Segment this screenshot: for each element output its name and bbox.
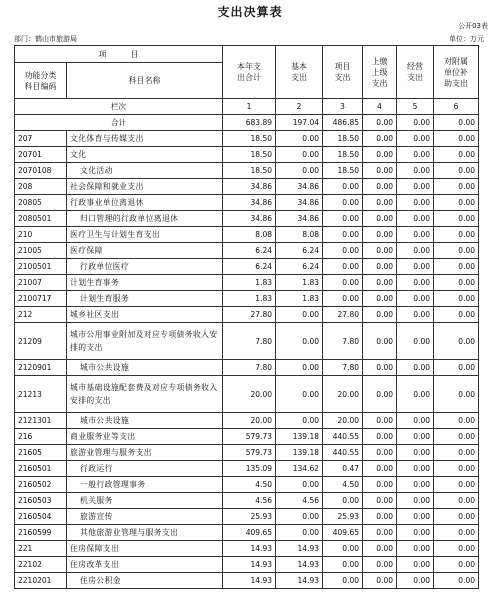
total-expenditure-cell: 34.86 — [223, 211, 276, 227]
subject-code-cell: 21605 — [15, 445, 67, 461]
table-row — [15, 461, 479, 477]
subject-code-cell: 20805 — [15, 195, 67, 211]
total-expenditure-cell: 34.86 — [223, 195, 276, 211]
project-expenditure-cell: 0.00 — [323, 275, 363, 291]
basic-expenditure-cell: 34.86 — [276, 211, 323, 227]
remit-to-superior-cell: 0.00 — [363, 147, 397, 163]
remit-to-superior-cell: 0.00 — [363, 509, 397, 525]
project-expenditure-cell: 0.00 — [323, 227, 363, 243]
operating-expenditure-cell: 0.00 — [397, 323, 434, 360]
remit-to-superior-cell: 0.00 — [363, 163, 397, 179]
total-expenditure-cell: 14.93 — [223, 541, 276, 557]
total-expenditure-cell: 1.83 — [223, 291, 276, 307]
document-title: 支出决算表 — [217, 5, 283, 19]
subject-code-cell: 210 — [15, 227, 67, 243]
basic-expenditure-cell: 1.83 — [276, 291, 323, 307]
project-expenditure-cell: 7.80 — [323, 323, 363, 360]
subject-name-cell: 文化活动 — [67, 163, 223, 179]
basic-expenditure-cell: 6.24 — [276, 243, 323, 259]
total-expenditure-cell: 7.80 — [223, 360, 276, 376]
table-row — [15, 573, 479, 589]
project-expenditure-cell: 409.65 — [323, 525, 363, 541]
operating-expenditure-cell: 0.00 — [397, 477, 434, 493]
subject-name-cell: 住房公积金 — [67, 573, 223, 589]
subject-name-cell: 归口管理的行政单位离退休 — [67, 211, 223, 227]
project-expenditure-cell: 0.47 — [323, 461, 363, 477]
subject-name-cell: 城市基础设施配套费及对应专项债务收入安排的支出 — [67, 376, 223, 413]
basic-expenditure-cell: 0.00 — [276, 525, 323, 541]
basic-expenditure-cell: 0.00 — [276, 323, 323, 360]
subject-code-cell: 21005 — [15, 243, 67, 259]
table-row — [15, 275, 479, 291]
subject-name-cell: 一般行政管理事务 — [67, 477, 223, 493]
subject-code-cell: 2121301 — [15, 413, 67, 429]
subject-name-cell: 旅游宣传 — [67, 509, 223, 525]
header-subject-code: 功能分类 科目编码 — [15, 63, 67, 99]
total-expenditure-cell: 409.65 — [223, 525, 276, 541]
subject-code-cell: 216 — [15, 429, 67, 445]
remit-to-superior-cell: 0.00 — [363, 376, 397, 413]
column-index-3: 3 — [323, 99, 363, 115]
table-row — [15, 376, 479, 413]
operating-expenditure-cell: 0.00 — [397, 307, 434, 323]
operating-expenditure-cell: 0.00 — [397, 573, 434, 589]
basic-expenditure-cell: 0.00 — [276, 131, 323, 147]
table-row — [15, 413, 479, 429]
subject-code-cell: 21209 — [15, 323, 67, 360]
subsidy-to-affiliates-cell: 0.00 — [434, 323, 479, 360]
subject-name-cell: 旅游业管理与服务支出 — [67, 445, 223, 461]
header-subsidy-to-affiliates: 对附属 单位补 助支出 — [434, 46, 479, 99]
subject-name-cell: 社会保障和就业支出 — [67, 179, 223, 195]
subject-code-cell: 212 — [15, 307, 67, 323]
subject-name-cell: 其他旅游业管理与服务支出 — [67, 525, 223, 541]
subsidy-to-affiliates-cell: 0.00 — [434, 509, 479, 525]
project-expenditure-cell: 4.50 — [323, 477, 363, 493]
total-expenditure-cell: 34.86 — [223, 179, 276, 195]
remit-to-superior-cell: 0.00 — [363, 323, 397, 360]
remit-to-superior-cell: 0.00 — [363, 525, 397, 541]
basic-expenditure-cell: 4.56 — [276, 493, 323, 509]
basic-expenditure-cell: 6.24 — [276, 259, 323, 275]
subject-code-cell: 2070108 — [15, 163, 67, 179]
operating-expenditure-cell: 0.00 — [397, 179, 434, 195]
subject-name-cell: 城市公共设施 — [67, 360, 223, 376]
total-expenditure-cell: 27.80 — [223, 307, 276, 323]
subject-name-cell: 商业服务业等支出 — [67, 429, 223, 445]
project-expenditure-cell: 0.00 — [323, 291, 363, 307]
subject-name-cell: 住房改革支出 — [67, 557, 223, 573]
total-expenditure-cell: 18.50 — [223, 131, 276, 147]
basic-expenditure-cell: 34.86 — [276, 179, 323, 195]
operating-expenditure-cell: 0.00 — [397, 360, 434, 376]
table-row — [15, 147, 479, 163]
subject-name-cell: 医疗保障 — [67, 243, 223, 259]
remit-to-superior-cell: 0.00 — [363, 541, 397, 557]
subsidy-to-affiliates-cell: 0.00 — [434, 179, 479, 195]
basic-expenditure-cell: 34.86 — [276, 195, 323, 211]
table-row — [15, 179, 479, 195]
operating-expenditure-cell: 0.00 — [397, 493, 434, 509]
total-expenditure-cell: 20.00 — [223, 376, 276, 413]
basic-expenditure-cell: 139.18 — [276, 445, 323, 461]
department-label: 部门：鹤山市旅游局 — [14, 35, 77, 43]
subsidy-to-affiliates-cell: 0.00 — [434, 461, 479, 477]
column-index-label: 栏次 — [15, 99, 223, 115]
operating-expenditure-cell: 0.00 — [397, 259, 434, 275]
subsidy-to-affiliates-cell: 0.00 — [434, 307, 479, 323]
subject-name-cell: 机关服务 — [67, 493, 223, 509]
subject-code-cell: 21007 — [15, 275, 67, 291]
total-expenditure-cell: 1.83 — [223, 275, 276, 291]
operating-expenditure-cell: 0.00 — [397, 291, 434, 307]
subject-name-cell: 住房保障支出 — [67, 541, 223, 557]
subject-name-cell: 城市公用事业附加及对应专项债务收入安排的支出 — [67, 323, 223, 360]
subsidy-to-affiliates-cell: 0.00 — [434, 259, 479, 275]
subsidy-to-affiliates-cell: 0.00 — [434, 477, 479, 493]
project-expenditure-cell: 0.00 — [323, 211, 363, 227]
project-expenditure-cell: 18.50 — [323, 163, 363, 179]
column-index-2: 2 — [276, 99, 323, 115]
table-row — [15, 243, 479, 259]
remit-to-superior-cell: 0.00 — [363, 275, 397, 291]
basic-expenditure-cell: 0.00 — [276, 477, 323, 493]
subject-name-cell: 城乡社区支出 — [67, 307, 223, 323]
basic-expenditure-cell: 197.04 — [276, 115, 323, 131]
subsidy-to-affiliates-cell: 0.00 — [434, 557, 479, 573]
subsidy-to-affiliates-cell: 0.00 — [434, 573, 479, 589]
subsidy-to-affiliates-cell: 0.00 — [434, 493, 479, 509]
basic-expenditure-cell: 1.83 — [276, 275, 323, 291]
subsidy-to-affiliates-cell: 0.00 — [434, 227, 479, 243]
remit-to-superior-cell: 0.00 — [363, 493, 397, 509]
subject-code-cell: 2100717 — [15, 291, 67, 307]
operating-expenditure-cell: 0.00 — [397, 376, 434, 413]
basic-expenditure-cell: 139.18 — [276, 429, 323, 445]
project-expenditure-cell: 25.93 — [323, 509, 363, 525]
total-expenditure-cell: 14.93 — [223, 573, 276, 589]
remit-to-superior-cell: 0.00 — [363, 259, 397, 275]
subsidy-to-affiliates-cell: 0.00 — [434, 413, 479, 429]
subsidy-to-affiliates-cell: 0.00 — [434, 147, 479, 163]
subject-code-cell: 2080501 — [15, 211, 67, 227]
table-row — [15, 541, 479, 557]
remit-to-superior-cell: 0.00 — [363, 477, 397, 493]
subsidy-to-affiliates-cell: 0.00 — [434, 243, 479, 259]
subsidy-to-affiliates-cell: 0.00 — [434, 115, 479, 131]
total-expenditure-cell: 18.50 — [223, 163, 276, 179]
operating-expenditure-cell: 0.00 — [397, 115, 434, 131]
total-expenditure-cell: 7.80 — [223, 323, 276, 360]
table-row — [15, 307, 479, 323]
project-expenditure-cell: 440.55 — [323, 445, 363, 461]
remit-to-superior-cell: 0.00 — [363, 461, 397, 477]
subsidy-to-affiliates-cell: 0.00 — [434, 429, 479, 445]
subsidy-to-affiliates-cell: 0.00 — [434, 163, 479, 179]
subject-code-cell: 2210201 — [15, 573, 67, 589]
subject-name-cell: 行政单位医疗 — [67, 259, 223, 275]
operating-expenditure-cell: 0.00 — [397, 147, 434, 163]
total-expenditure-cell: 25.93 — [223, 509, 276, 525]
subject-name-cell: 医疗卫生与计划生育支出 — [67, 227, 223, 243]
expenditure-table — [14, 45, 479, 589]
subsidy-to-affiliates-cell: 0.00 — [434, 376, 479, 413]
subject-code-cell: 21213 — [15, 376, 67, 413]
table-row — [15, 227, 479, 243]
subsidy-to-affiliates-cell: 0.00 — [434, 360, 479, 376]
subject-name-cell: 计划生育服务 — [67, 291, 223, 307]
operating-expenditure-cell: 0.00 — [397, 557, 434, 573]
table-row — [15, 259, 479, 275]
header-basic-expenditure: 基本 支出 — [276, 46, 323, 99]
subsidy-to-affiliates-cell: 0.00 — [434, 525, 479, 541]
table-header — [15, 46, 479, 99]
basic-expenditure-cell: 0.00 — [276, 307, 323, 323]
operating-expenditure-cell: 0.00 — [397, 461, 434, 477]
total-expenditure-cell: 14.93 — [223, 557, 276, 573]
project-expenditure-cell: 0.00 — [323, 179, 363, 195]
total-expenditure-cell: 579.73 — [223, 429, 276, 445]
remit-to-superior-cell: 0.00 — [363, 115, 397, 131]
subject-code-cell: 207 — [15, 131, 67, 147]
operating-expenditure-cell: 0.00 — [397, 275, 434, 291]
basic-expenditure-cell: 134.62 — [276, 461, 323, 477]
table-row — [15, 195, 479, 211]
total-expenditure-cell: 8.08 — [223, 227, 276, 243]
subject-name-cell: 文化 — [67, 147, 223, 163]
project-expenditure-cell: 0.00 — [323, 493, 363, 509]
table-row — [15, 163, 479, 179]
header-operating-expenditure: 经营 支出 — [397, 46, 434, 99]
subject-name-cell: 行政运行 — [67, 461, 223, 477]
subsidy-to-affiliates-cell: 0.00 — [434, 291, 479, 307]
subject-name-cell: 城市公共设施 — [67, 413, 223, 429]
remit-to-superior-cell: 0.00 — [363, 243, 397, 259]
basic-expenditure-cell: 0.00 — [276, 509, 323, 525]
form-number: 公开03表 — [458, 22, 488, 30]
subject-code-cell: 22102 — [15, 557, 67, 573]
basic-expenditure-cell: 14.93 — [276, 573, 323, 589]
basic-expenditure-cell: 14.93 — [276, 557, 323, 573]
table-row — [15, 291, 479, 307]
table-row — [15, 211, 479, 227]
operating-expenditure-cell: 0.00 — [397, 429, 434, 445]
project-expenditure-cell: 486.85 — [323, 115, 363, 131]
total-expenditure-cell: 20.00 — [223, 413, 276, 429]
operating-expenditure-cell: 0.00 — [397, 243, 434, 259]
total-expenditure-cell: 579.73 — [223, 445, 276, 461]
subject-code-cell: 2160502 — [15, 477, 67, 493]
operating-expenditure-cell: 0.00 — [397, 195, 434, 211]
subject-name-cell: 计划生育事务 — [67, 275, 223, 291]
subject-code-cell: 20701 — [15, 147, 67, 163]
project-expenditure-cell: 7.80 — [323, 360, 363, 376]
total-expenditure-cell: 683.89 — [223, 115, 276, 131]
operating-expenditure-cell: 0.00 — [397, 509, 434, 525]
table-row — [15, 429, 479, 445]
table-body — [15, 99, 479, 589]
subject-name-cell: 文化体育与传媒支出 — [67, 131, 223, 147]
total-expenditure-cell: 135.09 — [223, 461, 276, 477]
project-expenditure-cell: 18.50 — [323, 147, 363, 163]
column-index-row — [15, 99, 479, 115]
subject-code-cell: 221 — [15, 541, 67, 557]
project-expenditure-cell: 0.00 — [323, 259, 363, 275]
remit-to-superior-cell: 0.00 — [363, 131, 397, 147]
remit-to-superior-cell: 0.00 — [363, 445, 397, 461]
column-index-5: 5 — [397, 99, 434, 115]
basic-expenditure-cell: 0.00 — [276, 147, 323, 163]
project-expenditure-cell: 0.00 — [323, 557, 363, 573]
column-index-4: 4 — [363, 99, 397, 115]
header-remit-to-superior: 上缴 上级 支出 — [363, 46, 397, 99]
operating-expenditure-cell: 0.00 — [397, 413, 434, 429]
table-row — [15, 525, 479, 541]
basic-expenditure-cell: 0.00 — [276, 360, 323, 376]
remit-to-superior-cell: 0.00 — [363, 179, 397, 195]
subsidy-to-affiliates-cell: 0.00 — [434, 445, 479, 461]
subject-code-cell: 2160599 — [15, 525, 67, 541]
basic-expenditure-cell: 0.00 — [276, 163, 323, 179]
subject-code-cell: 2160501 — [15, 461, 67, 477]
unit-label: 单位：万元 — [449, 35, 484, 43]
table-row — [15, 360, 479, 376]
table-row — [15, 493, 479, 509]
remit-to-superior-cell: 0.00 — [363, 573, 397, 589]
operating-expenditure-cell: 0.00 — [397, 131, 434, 147]
total-row — [15, 115, 479, 131]
operating-expenditure-cell: 0.00 — [397, 163, 434, 179]
table-row — [15, 445, 479, 461]
project-expenditure-cell: 20.00 — [323, 376, 363, 413]
project-expenditure-cell: 0.00 — [323, 541, 363, 557]
subsidy-to-affiliates-cell: 0.00 — [434, 275, 479, 291]
basic-expenditure-cell: 8.08 — [276, 227, 323, 243]
basic-expenditure-cell: 0.00 — [276, 413, 323, 429]
subject-code-cell: 2100501 — [15, 259, 67, 275]
subject-name-cell: 行政事业单位离退休 — [67, 195, 223, 211]
total-expenditure-cell: 6.24 — [223, 259, 276, 275]
remit-to-superior-cell: 0.00 — [363, 195, 397, 211]
total-expenditure-cell: 4.56 — [223, 493, 276, 509]
project-expenditure-cell: 0.00 — [323, 195, 363, 211]
remit-to-superior-cell: 0.00 — [363, 307, 397, 323]
remit-to-superior-cell: 0.00 — [363, 291, 397, 307]
total-expenditure-cell: 4.50 — [223, 477, 276, 493]
basic-expenditure-cell: 14.93 — [276, 541, 323, 557]
project-expenditure-cell: 0.00 — [323, 243, 363, 259]
table-row — [15, 557, 479, 573]
operating-expenditure-cell: 0.00 — [397, 525, 434, 541]
total-expenditure-cell: 18.50 — [223, 147, 276, 163]
operating-expenditure-cell: 0.00 — [397, 211, 434, 227]
remit-to-superior-cell: 0.00 — [363, 413, 397, 429]
remit-to-superior-cell: 0.00 — [363, 429, 397, 445]
table-row — [15, 323, 479, 360]
header-row-1 — [15, 46, 479, 63]
total-expenditure-cell: 6.24 — [223, 243, 276, 259]
header-subject-name: 科目名称 — [67, 63, 223, 99]
subsidy-to-affiliates-cell: 0.00 — [434, 211, 479, 227]
header-item: 项 目 — [15, 46, 223, 63]
subject-code-cell: 2160503 — [15, 493, 67, 509]
column-index-1: 1 — [223, 99, 276, 115]
remit-to-superior-cell: 0.00 — [363, 211, 397, 227]
subsidy-to-affiliates-cell: 0.00 — [434, 131, 479, 147]
table-row — [15, 477, 479, 493]
remit-to-superior-cell: 0.00 — [363, 360, 397, 376]
project-expenditure-cell: 18.50 — [323, 131, 363, 147]
basic-expenditure-cell: 0.00 — [276, 376, 323, 413]
project-expenditure-cell: 20.00 — [323, 413, 363, 429]
total-label: 合计 — [15, 115, 223, 131]
table-row — [15, 131, 479, 147]
header-project-expenditure: 项目 支出 — [323, 46, 363, 99]
subject-code-cell: 2120901 — [15, 360, 67, 376]
subsidy-to-affiliates-cell: 0.00 — [434, 541, 479, 557]
remit-to-superior-cell: 0.00 — [363, 557, 397, 573]
table-row — [15, 509, 479, 525]
operating-expenditure-cell: 0.00 — [397, 227, 434, 243]
operating-expenditure-cell: 0.00 — [397, 541, 434, 557]
header-total-expenditure: 本年支 出合计 — [223, 46, 276, 99]
subsidy-to-affiliates-cell: 0.00 — [434, 195, 479, 211]
subject-code-cell: 2160504 — [15, 509, 67, 525]
operating-expenditure-cell: 0.00 — [397, 445, 434, 461]
project-expenditure-cell: 27.80 — [323, 307, 363, 323]
subject-code-cell: 208 — [15, 179, 67, 195]
remit-to-superior-cell: 0.00 — [363, 227, 397, 243]
project-expenditure-cell: 440.55 — [323, 429, 363, 445]
column-index-6: 6 — [434, 99, 479, 115]
project-expenditure-cell: 0.00 — [323, 573, 363, 589]
